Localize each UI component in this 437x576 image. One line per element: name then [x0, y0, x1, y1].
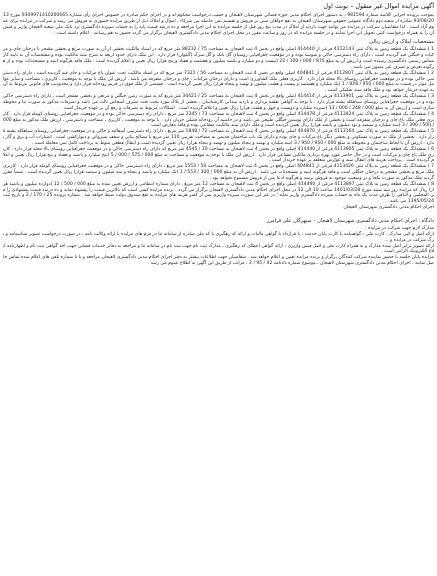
- notice-title: آگهی مزایده اموال غیر منقول – نوبت اول: [323, 2, 434, 10]
- property-item-2: 2 ) ششدانگ یک قطعه زمین به پلاک ثبتی 4112807 فرعی از 404841 اصلی واقع در بخش 4 ثبت لاهیجان به مساحت 56 / 7321 متر مربع که در اسناد مالکیت تحت عنوان باغ مرکبات و چای قید گردیده است ، دارای راه دسترسی خاکی بوده و در موقعیت جغرافیایی روستای بالا محله قرار دارد . کاربری فعلی ملک کشاورزی است و دارای درختان مرکبات ، چای و درختان متفرقه می باشد . ارزش این ملک با توجه به موقعیت ، کاربری ، مساحت و سایر عوامل موثر در قیمت به مبلغ 000 / 950 / 828 / 1 (یک میلیارد و هشتصد و بیست و هشت میلیون و نهصد و پنجاه هزار) ریال تعیین گردیده است . قسمتی از ملک فوق در حریم رودخانه قرار دارد و محدودیت های قانونی مربوط به آن به عهده خریدار خواهد بود و ملک فاقد سند تفکیکی است .: [3, 70, 434, 94]
- property-item-5: 5 ) ششدانگ یک قطعه زمین به پلاک ثبتی 4113164 فرعی از 404870 اصلی واقع در بخش 4 ثبت لاهیجان به مساحت 72 / 1848 متر مربع ، دارای راه دسترسی آسفالته و خاکی و در موقعیت جغرافیایی روستای سیاهکله پشته قرار دارد . بخشی از ملک به صورت مسکونی و بخشی دیگر باغ مرکبات و چای بوده و دارای یک باب ساختمان قدیمی به مساحت تقریبی 110 متر مربع با مصالح بنایی و سقف شیروانی و دیوارکشی است . امتیازات آب و برق و گاز ندارد . ارزش آن با لحاظ ساختمان و محوطه به مبلغ 000 / 950 / 950 / 3 (سه میلیارد و نهصد و پنجاه میلیون و نهصد و پنجاه هزار) ریال تعیین گردیده است و انتقال قطعی منوط به پرداخت کامل ثمن معامله است .: [3, 129, 434, 146]
- registration-text: ارائه تصویر برابر اصل شده مدارک و به همراه کارت ملی و اصل فیش واریزی ، ارائه گواهی اعطای کد رهگیری ، مدارک ثبت نام جهت ثبت نام در سامانه ثنا و مراجعه به دفاتر خدمات قضایی جهت اخذ گواهی ثبت نام و اظهارنامه ابلاغ الکترونیک الزامی است .: [3, 243, 434, 255]
- issuer-line: اجرای احکام مدنی دادگستری شهرستان لاهیجان: [343, 205, 434, 211]
- court-heading: دادگاه : اجرای احکام مدنی دادگستری شهرستان لاهیجان – سپهرگان علی فرامرز: [266, 218, 434, 224]
- requirements-text: ارائه اصل و کپی مدارک ، کارت ملی ، گواهینامه یا کارت پایان خدمت ، یا قرارداد یا گواهی مالیات و ارائه کد رهگیری با کد ملی صادره از سامانه ثنا در فرم های مزایده یا ارائه وکالت نامه ، در صورت درخواست تصویر شناسنامه و برگ شرکت در مزایده و ...: [3, 231, 434, 243]
- properties-heading: مشخصات املاک و ارزش ریالی: [369, 39, 434, 46]
- property-item-8: 8 ) ششدانگ یک قطعه زمین به پلاک ثبتی 4113897 فرعی از 414440 اصلی واقع در بخش 4 ثبت لاهیجان به مساحت 12 متر مربع ، دارای شماره انتظامی و ارزش تعیین شده به مبلغ 000 / 500 / 12 (دوازده میلیون و پانصد هزار) ریال که مزایده روز سه شنبه مورخ 1401/03/28 ساعت 10 الی 12 در محل اجرای احکام مدنی دادگستری لاهیجان برگزار می گردد . برنده مزایده کسی است که بالاترین قیمت را پیشنهاد نماید و ده درصد قیمت پیشنهادی را فی المجلس و الباقی را ظرف مدت یک ماه به حساب سپرده دادگستری واریز نماید ؛ در غیر این صورت سپرده واریزی پس از کسر هزینه های مزایده به نفع صندوق دولت ضبط خواهد شد . شماره پرونده 25 / 170 / 2 و تاریخ ثبت 1395/05/24 می باشد .: [3, 181, 434, 205]
- property-item-7: 7 ) ششدانگ یک قطعه زمین به پلاک ثبتی 4113426 فرعی از 404841 اصلی واقع در بخش 4 ثبت لاهیجان به مساحت 50 / 1553 متر مربع ، دارای راه دسترسی خاکی و در موقعیت جغرافیایی روستای کومله قرار دارد . کاربری ملک مرتع و بخشی مشجر به درختان جنگلی است و فاقد هرگونه ابنیه و مستحدثات می باشد . ارزش آن به مبلغ 000 / 300 / 553 / 1 (یک میلیارد و پانصد و پنجاه و سه میلیون و سیصد هزار) ریال تعیین گردیده است . ضمناً مقرر گردید ملک مذکور به صورت یکجا و در وضعیت موجود به فروش برسد و هرگونه ادعا پس از فروش مسموع نخواهد بود .: [3, 164, 434, 181]
- closing-text: مزایده پایان جلسه با حضور نماینده شرکت کنندگان برگزار و برنده مزایده تعیین و اعلام خواهد شد . متقاضیان جهت اطلاعات بیشتر به دفتر اجرای احکام مدنی دادگستری لاهیجان مراجعه و یا با شماره تلفن های اعلام شده تماس حاصل نمایند . اجرای احکام مدنی دادگستری شهرستان لاهیجان ، موضوع شماره دادنامه 42 / 95 / 2 ، مراتب از طریق این آگهی به اطلاع عموم می رسد .: [3, 255, 434, 267]
- property-item-1: 1 ) ششدانگ یک قطعه زمین به پلاک ثبتی 4112143 فرعی از 414440 اصلی واقع در بخش 4 ثبت لاهیجان به مساحت 75 / 88232 متر مربع که در اسناد مالکیت بخشی از آن به صورت مرتع و بخشی مشجر با درختان چای و مرکبات و جنگلی قید گردیده است ، دارای راه دسترسی خاکی و شوسه بوده و در موقعیت جغرافیایی روستای گل بانک و گل سرک (گیلوان) قرار دارد . این ملک دارای حدود اربعه به شرح سند مالکیت بوده و مشخصات آن به تایید کارشناس رسمی دادگستری رسیده است و ارزش آن به مبلغ 875 / 000 / 100 / 22 (بیست و دو میلیارد و یکصد میلیون و هشتصد و هفتاد و پنج هزار) ریال تعیین و اعلام گردیده است . ملک فاقد هرگونه ابنیه و مستحدثات بوده و از هرگونه تعرض و تصرف غیر مصون می باشد .: [3, 47, 434, 70]
- property-item-4: 4 ) ششدانگ یک قطعه زمین به پلاک ثبتی 4113424 فرعی از 414478 اصلی واقع در بخش 4 ثبت لاهیجان به مساحت 73 / 2345 متر مربع ، دارای راه دسترسی خاکی بوده و در موقعیت جغرافیایی روستای کومله قرار دارد . کاربری فعلی ملک باغ چای و درختان متفرقه است و بخشی از ملک دارای پوشش جنگلی طبیعی می باشد و در حاشیه آن رودخانه فصلی جریان دارد . با توجه به موقعیت ، کاربری ، مساحت و دسترسی ، ارزش ملک مذکور به مبلغ 000 / 500 / 390 / 3 (سه میلیارد و سیصد و نود میلیون و پانصد هزار) ریال تعیین گردیده است و ملک دارای سند مالکیت مشاعی بوده و فاقد معارض است .: [3, 111, 434, 129]
- intro-paragraph: بموجب پرونده اجرایی کلاسه شماره 981594 ، به دستور اجرای احکام مدنی حوزه قضائی شهرستان لاهیجان و حسب درخواست محکوم له و در اجرای حکم صادره در خصوص اجرای رأی شماره 9309971410200665 مورخ 1393/08/20 صادره از شعبه دوم دادگاه عمومی حقوقی شهرستان لاهیجان به نفع خواهان مبنی بر فروش و تقسیم ثمن حاصله بین شرکاء ، اموال و املاک ذیل از طریق مزایده حضوری به فروش می رسد و شرکت در مزایده برای عموم آزاد است . لذا متقاضیان شرکت در مزایده می توانند جهت بازدید از املاک در مدت پنج روز قبل از جلسه مزایده به این اجرا مراجعه و ده درصد قیمت پایه را به حساب سپرده دادگستری نزد بانک ملی شعبه لاهیجان واریز و فیش آن را به همراه درخواست کتبی تحویل این اجرا نمایند و در جلسه مزایده که در روز و ساعت مقرر در محل اجرای احکام مدنی دادگستری لاهیجان برگزار می گردد حضور به هم رسانند . اعلام داشته است :: [3, 13, 434, 36]
- property-item-3: 3 ) ششدانگ یک قطعه زمین به پلاک ثبتی 4113901 فرعی از 414414 اصلی واقع در بخش 4 ثبت لاهیجان به مساحت 25 / 34421 متر مربع که به صورت زمین جنگلی و مرتعی و بخشی مشجر است ، دارای راه دسترسی خاکی بوده و در موقعیت جغرافیایی روستای سیاهکله پشته قرار دارد . با توجه به گواهی نقشه برداری و بازدید میدانی کارشناسان ، بخشی از پلاک مورد بحث تحت تصرف اشخاص ثالث می باشد و تصرفات مذکور به صورت بنا و محوطه سازی است و ارزش آن به مبلغ 000 / 248 / 000 / 13 (سیزده میلیارد و دویست و چهل و هشت هزار) ریال تعیین و اعلام گردیده است . اشکالات مربوط به تصرفات و رفع آن بر عهده خریدار است .: [3, 94, 434, 111]
- property-item-6: 6 ) ششدانگ یک قطعه زمین به پلاک ثبتی 4113905 فرعی از 414440 اصلی واقع در بخش 4 ثبت لاهیجان به مساحت 10 / 4545 متر مربع که دارای راه دسترسی خاکی و در موقعیت جغرافیایی روستای بالا محله قرار دارد . کاربری ملک باغ چای و مرکبات است و در حال حاضر مورد بهره برداری مالکین مشاعی قرار دارد . ارزش این ملک با توجه به موقعیت و مساحت به مبلغ 000 / 575 / 000 / 5 (پنج میلیارد و پانصد و هفتاد و پنج هزار) ریال تعیین و اعلام گردیده است . پرداخت هزینه های انتقال سند و عوارض متعلقه بر عهده خریدار است .: [3, 146, 434, 164]
- requirements-title: مدارک لازم جهت شرکت در مزایده :: [365, 226, 434, 231]
